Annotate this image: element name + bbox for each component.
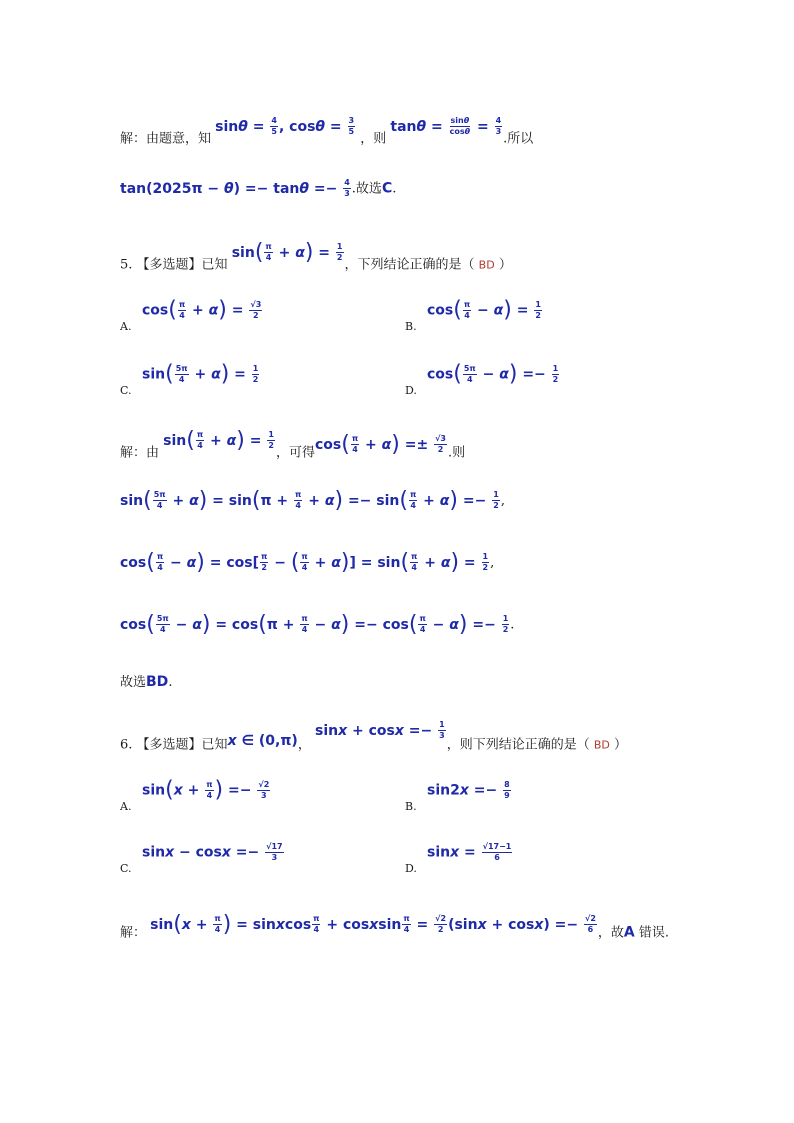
- q5-stem: [120, 239, 512, 276]
- q5-sol-cos: cos( $\frac{\pi}{4}$ + α) =± $\frac{√3}{2}$: [314, 431, 446, 457]
- q6-option-d: sinx = $\frac{√17-1}{6}$: [427, 842, 512, 862]
- q5-given: sin( $\frac{\pi}{4}$ + α) = $\frac{1}{2}$: [231, 239, 343, 265]
- q5-conclusion-choice: BD: [146, 674, 169, 690]
- q5-close: ）: [498, 257, 512, 273]
- q5-dot: .: [510, 617, 515, 633]
- q6-option-c: sinx − cosx =− $\frac{√17}{3}$: [142, 842, 283, 862]
- q5-stem-tail: ，下列结论正确的是（: [344, 257, 475, 273]
- q5-derivation-c: sin( $\frac{5\pi}{4}$ + α) = sin(π + $\frac{\pi}{4}$ + α) =− sin( $\frac{\pi}{4}$ + α) =− $\frac{1}{2}$: [120, 487, 499, 513]
- q6-given: sinx + cosx =− $\frac{1}{3}$: [314, 720, 445, 740]
- q5-option-b-letter: B.: [405, 320, 417, 333]
- q5-conclusion-end: .: [168, 675, 173, 690]
- q5-comma-2: ,: [490, 555, 495, 571]
- q5-option-b: cos( $\frac{\pi}{4}$ − α) = $\frac{1}{2}$: [427, 297, 541, 323]
- q5-derivation-d: cos( $\frac{5\pi}{4}$ − α) = cos(π + $\frac{\pi}{4}$ − α) =− cos( $\frac{\pi}{4}$ − α) =− $\frac{1}{2}$: [120, 611, 509, 637]
- q6-option-b: sin2x =− $\frac{8}{9}$: [427, 780, 510, 800]
- q5-option-a-letter: A.: [120, 320, 132, 333]
- p4-tan-conclusion: tan(2025π − θ) =− tanθ =− $\frac{4}{3}$: [120, 178, 350, 198]
- q6-answer: BD: [593, 738, 610, 752]
- p4-tan-value: tanθ = $\frac{\sin\theta}{\cos\theta}$ = $\frac{4}{3}$: [390, 116, 502, 136]
- q6-sol-tail: ，故: [597, 925, 624, 941]
- q5-sol-lead: 解：由: [120, 445, 160, 461]
- p4-end: .: [392, 181, 397, 197]
- p4-sol-tail-2: .故选: [351, 181, 382, 197]
- q5-number: 5.: [120, 257, 133, 273]
- q6-option-a-letter: A.: [120, 800, 132, 813]
- q6-sol-end: 错误.: [634, 925, 670, 941]
- q5-option-a: cos( $\frac{\pi}{4}$ + α) = $\frac{√3}{2}$: [142, 297, 262, 323]
- q5-conclusion: [120, 672, 172, 693]
- q5-sol-tail: .则: [447, 445, 466, 461]
- p4-sol-tail: .所以: [503, 131, 534, 147]
- p4-choice: C: [381, 180, 393, 197]
- q6-comma: ，: [297, 737, 311, 753]
- q5-solution-line-2: [120, 487, 505, 513]
- q5-option-c-letter: C.: [120, 384, 132, 397]
- q5-option-c: sin( $\frac{5\pi}{4}$ + α) = $\frac{1}{2}$: [142, 361, 259, 387]
- q6-sol-lead: 解：: [120, 925, 147, 941]
- p4-solution-line-1: [120, 116, 534, 150]
- p4-sin-cos-values: sinθ = $\frac{4}{5}$ , cosθ = $\frac{3}{5}$: [215, 116, 355, 136]
- p4-sol-sep: ，则: [360, 131, 387, 147]
- q6-close: ）: [614, 737, 628, 753]
- q6-solution-line-1: [120, 911, 670, 944]
- q5-tag: 【多选题】已知: [136, 257, 228, 273]
- q6-sol-expand: sin(x + $\frac{\pi}{4}$ ) = sinxcos $\frac{\pi}{4}$ + cosxsin $\frac{\pi}{4}$ = $\frac{√2}{2}$ (sinx + cosx) =− $\frac{√2}{6}$: [150, 911, 596, 937]
- q6-domain: x ∈ (0,π): [227, 732, 298, 749]
- q6-option-b-letter: B.: [405, 800, 417, 813]
- q5-conclusion-lead: 故选: [120, 675, 147, 690]
- p4-sol-lead: 解：由题意，知: [120, 131, 212, 147]
- q5-sol-given: sin( $\frac{\pi}{4}$ + α) = $\frac{1}{2}$: [163, 427, 274, 453]
- q6-number: 6.: [120, 737, 133, 753]
- q5-sol-mid: ，可得: [275, 445, 315, 461]
- q6-stem: [120, 720, 628, 756]
- q6-option-d-letter: D.: [405, 862, 417, 875]
- q5-comma-1: ,: [500, 493, 505, 509]
- q5-option-d: cos( $\frac{5\pi}{4}$ − α) =− $\frac{1}{2}$: [427, 361, 559, 387]
- q5-solution-line-3: [120, 549, 495, 575]
- q6-tag: 【多选题】已知: [136, 737, 228, 753]
- q6-option-c-letter: C.: [120, 862, 132, 875]
- q5-solution-line-1: [120, 427, 466, 464]
- q5-derivation-b: cos( $\frac{\pi}{4}$ − α) = cos[ $\frac{\pi}{2}$ − ( $\frac{\pi}{4}$ + α)] = sin( $\frac{\pi}{4}$ + α) = $\frac{1}{2}$: [120, 549, 489, 575]
- q5-answer: BD: [478, 258, 495, 272]
- q6-option-a: sin(x + $\frac{\pi}{4}$ ) =− $\frac{√2}{3}$: [142, 777, 270, 803]
- q6-stem-tail: ，则下列结论正确的是（: [446, 737, 590, 753]
- q6-sol-choice: A: [623, 924, 635, 941]
- q5-option-d-letter: D.: [405, 384, 417, 397]
- p4-solution-line-2: [120, 178, 396, 200]
- q5-solution-line-4: [120, 611, 515, 637]
